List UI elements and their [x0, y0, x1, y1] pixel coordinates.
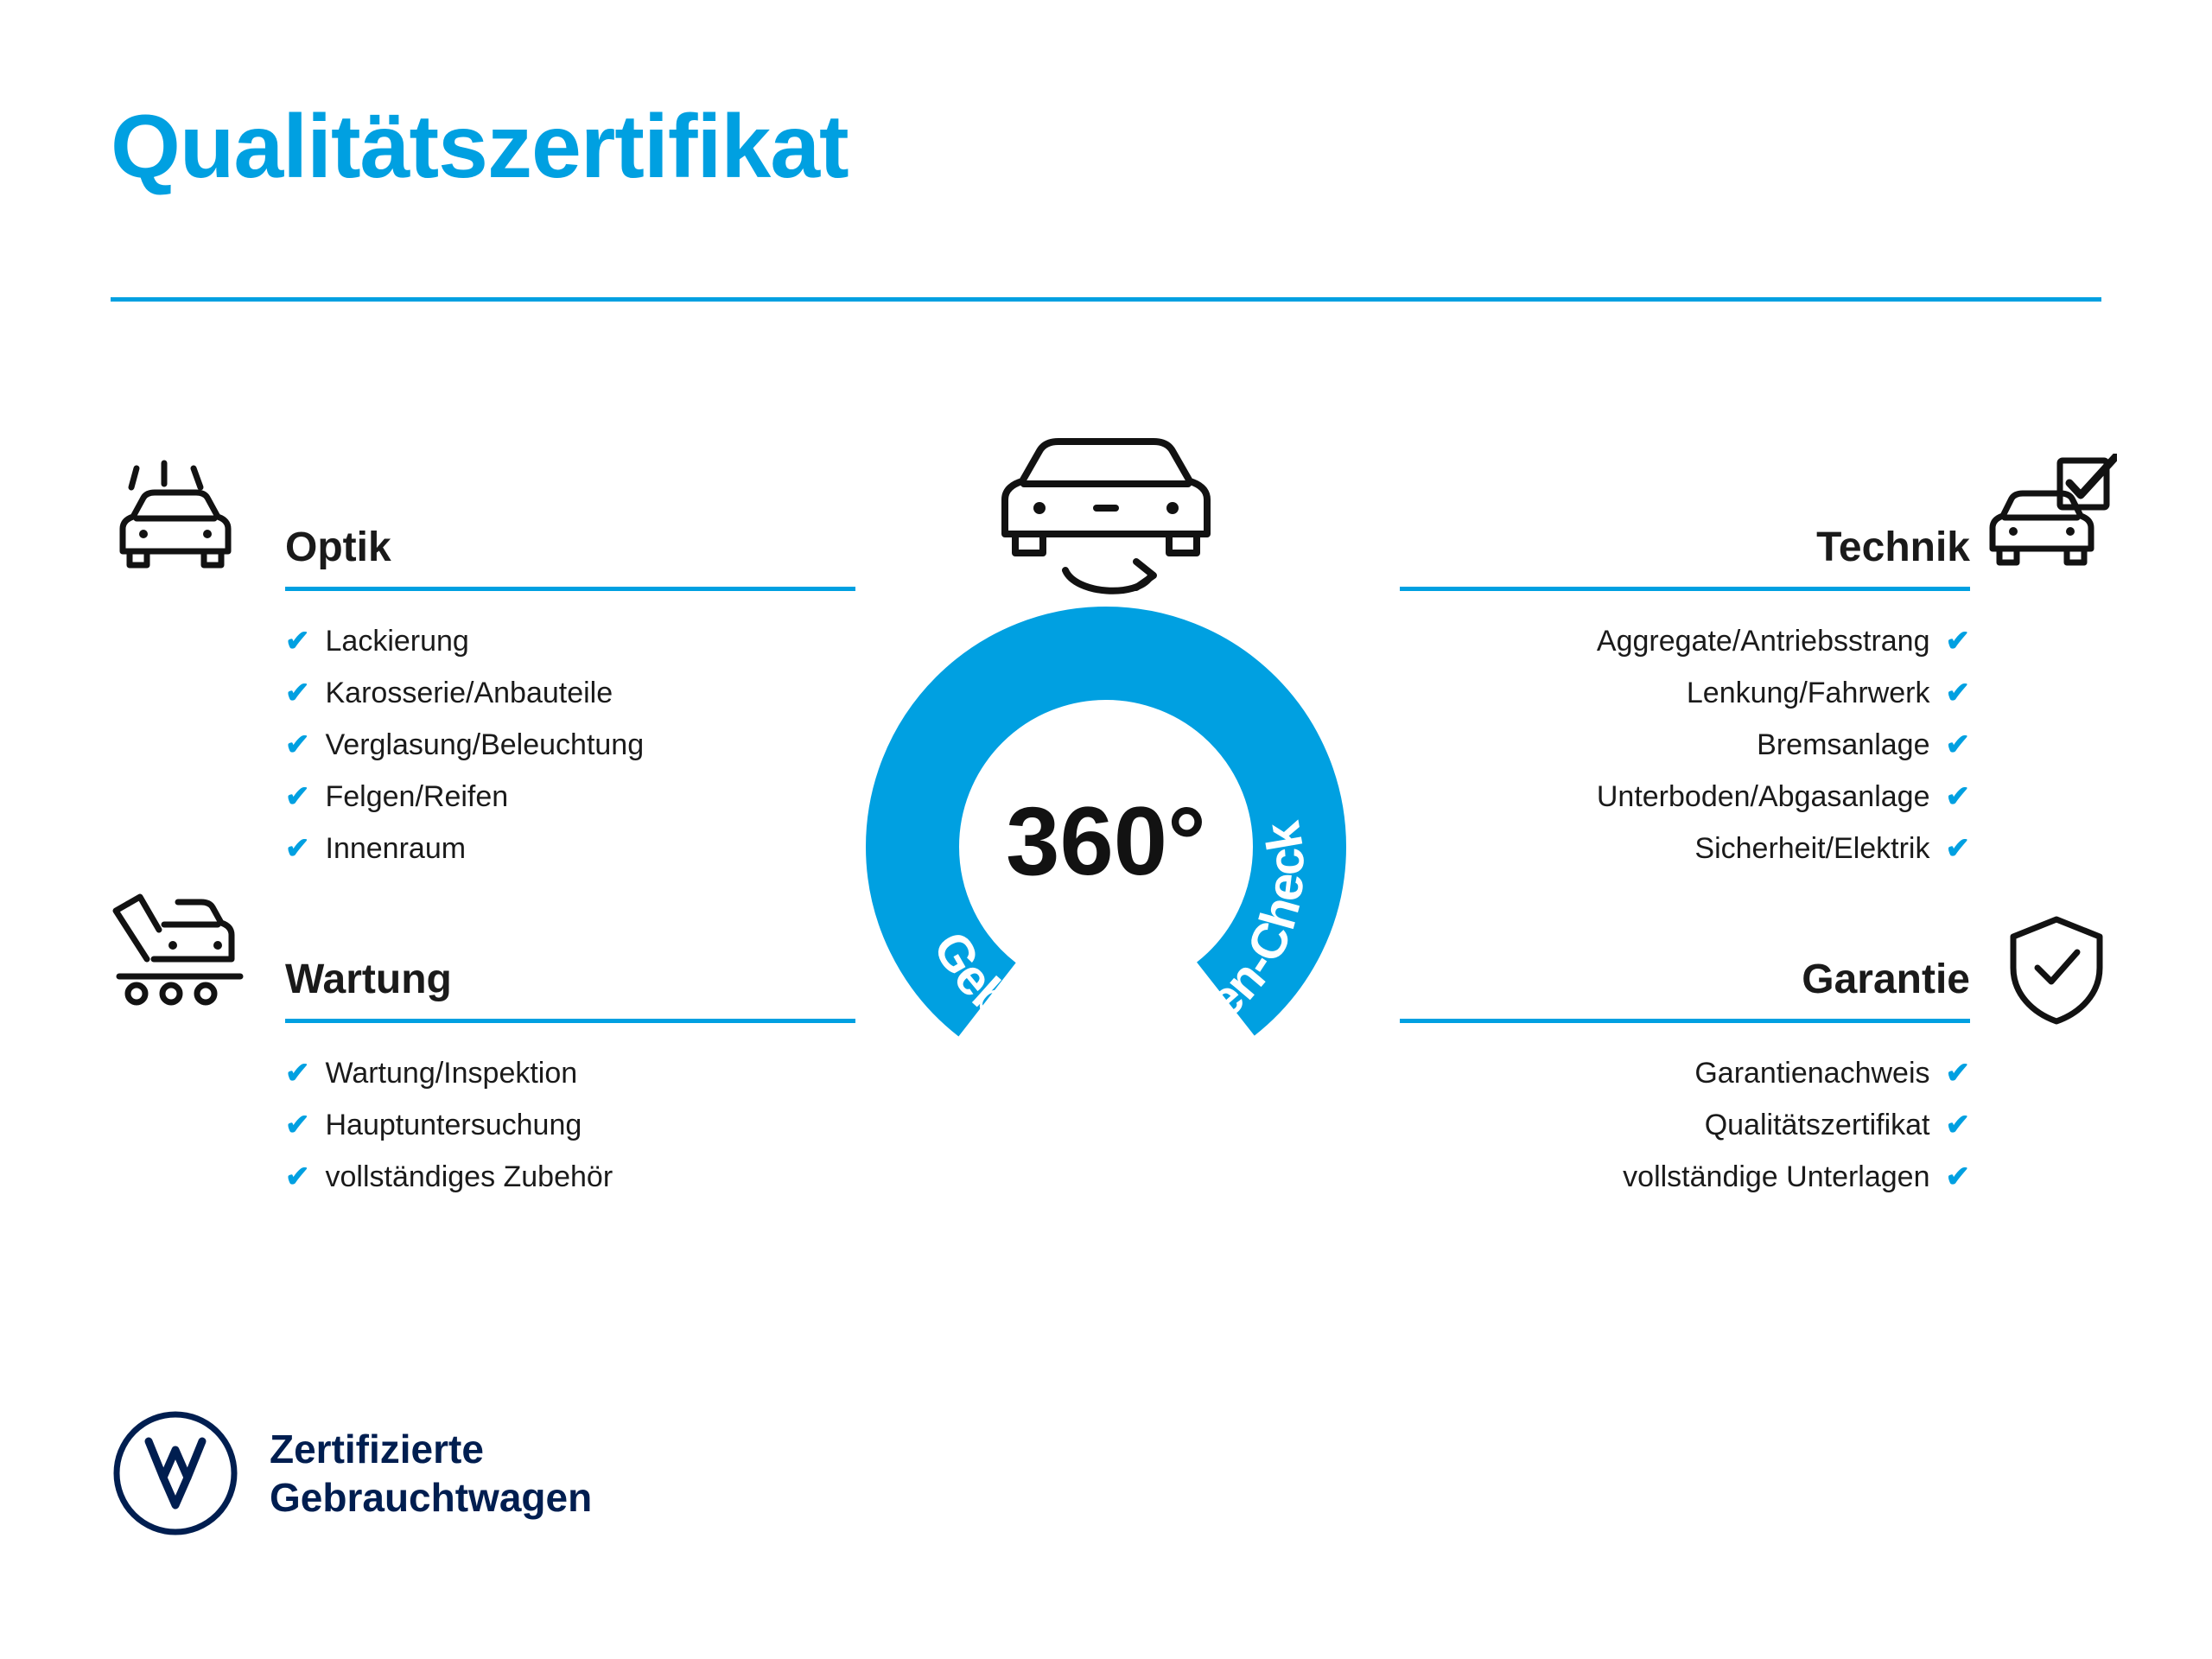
vw-logo-icon [111, 1408, 240, 1538]
footer-line-2: Gebrauchtwagen [270, 1475, 593, 1520]
footer-text [270, 1425, 592, 1522]
check-icon: ✔ [1945, 625, 1970, 658]
check-icon: ✔ [285, 780, 310, 813]
section-wartung-divider [285, 1019, 855, 1023]
list-item [285, 719, 855, 771]
car-lift-icon [111, 892, 249, 1017]
section-optik-title: Optik [285, 524, 391, 570]
list-item [1400, 1099, 1970, 1151]
section-technik-list [1400, 615, 1970, 874]
list-item-label: Wartung/Inspektion [325, 1057, 578, 1090]
list-item [285, 615, 855, 667]
section-technik [1400, 508, 1970, 874]
list-item-label: vollständige Unterlagen [1623, 1160, 1930, 1193]
list-item [1400, 1151, 1970, 1203]
list-item [1400, 771, 1970, 823]
section-garantie-title: Garantie [1802, 957, 1970, 1002]
list-item [1400, 667, 1970, 719]
page-title: Qualitätszertifikat [111, 97, 849, 197]
list-item-label: Lackierung [325, 625, 469, 658]
360-check-badge [812, 432, 1400, 1089]
list-item-label: Hauptuntersuchung [325, 1109, 582, 1141]
car-front-icon [989, 432, 1223, 613]
list-item-label: Aggregate/Antriebsstrang [1596, 625, 1930, 658]
list-item-label: Garantienachweis [1694, 1057, 1930, 1090]
section-garantie [1400, 940, 1970, 1203]
check-icon: ✔ [285, 728, 310, 761]
section-wartung-title: Wartung [285, 957, 452, 1002]
list-item [1400, 1047, 1970, 1099]
check-icon: ✔ [285, 832, 310, 865]
list-item-label: Lenkung/Fahrwerk [1686, 677, 1930, 709]
car-polish-icon [111, 458, 249, 592]
list-item-label: Verglasung/Beleuchtung [325, 728, 645, 761]
check-icon: ✔ [285, 677, 310, 709]
list-item [1400, 719, 1970, 771]
check-icon: ✔ [285, 625, 310, 658]
section-garantie-header [1400, 940, 1970, 1023]
section-technik-title: Technik [1816, 524, 1970, 570]
section-technik-divider [1400, 587, 1970, 591]
list-item [285, 1099, 855, 1151]
section-optik-divider [285, 587, 855, 591]
list-item [285, 1151, 855, 1203]
check-icon: ✔ [1945, 1109, 1970, 1141]
section-optik [285, 508, 855, 874]
section-wartung [285, 940, 855, 1203]
rotate-arrow-icon [1065, 562, 1154, 591]
check-icon: ✔ [1945, 677, 1970, 709]
check-icon: ✔ [285, 1160, 310, 1193]
check-icon: ✔ [1945, 1057, 1970, 1090]
check-icon: ✔ [1945, 1160, 1970, 1193]
list-item [1400, 615, 1970, 667]
list-item [285, 667, 855, 719]
check-icon: ✔ [1945, 780, 1970, 813]
section-garantie-divider [1400, 1019, 1970, 1023]
list-item-label: Bremsanlage [1757, 728, 1930, 761]
list-item-label: Karosserie/Anbauteile [325, 677, 613, 709]
list-item [285, 771, 855, 823]
check-icon: ✔ [285, 1109, 310, 1141]
list-item-label: Felgen/Reifen [325, 780, 509, 813]
section-technik-header [1400, 508, 1970, 591]
svg-text:Gebrauchtwagen-Check: Gebrauchtwagen-Check [922, 817, 1315, 1071]
footer-line-1: Zertifizierte [270, 1426, 484, 1471]
footer-brand [111, 1408, 592, 1538]
section-wartung-list [285, 1047, 855, 1203]
check-icon: ✔ [1945, 728, 1970, 761]
list-item-label: Sicherheit/Elektrik [1694, 832, 1930, 865]
list-item [285, 1047, 855, 1099]
list-item [1400, 823, 1970, 874]
section-wartung-header [285, 940, 855, 1023]
title-divider [111, 297, 2101, 302]
check-icon: ✔ [1945, 832, 1970, 865]
degrees-label: 360° [1006, 787, 1206, 895]
check-icon: ✔ [285, 1057, 310, 1090]
section-optik-header [285, 508, 855, 591]
list-item-label: vollständiges Zubehör [325, 1160, 613, 1193]
section-optik-list [285, 615, 855, 874]
list-item-label: Innenraum [325, 832, 467, 865]
list-item-label: Qualitätszertifikat [1704, 1109, 1930, 1141]
section-garantie-list [1400, 1047, 1970, 1203]
list-item-label: Unterboden/Abgasanlage [1596, 780, 1930, 813]
car-checklist-icon [1987, 454, 2117, 588]
list-item [285, 823, 855, 874]
shield-check-icon [2005, 914, 2108, 1031]
